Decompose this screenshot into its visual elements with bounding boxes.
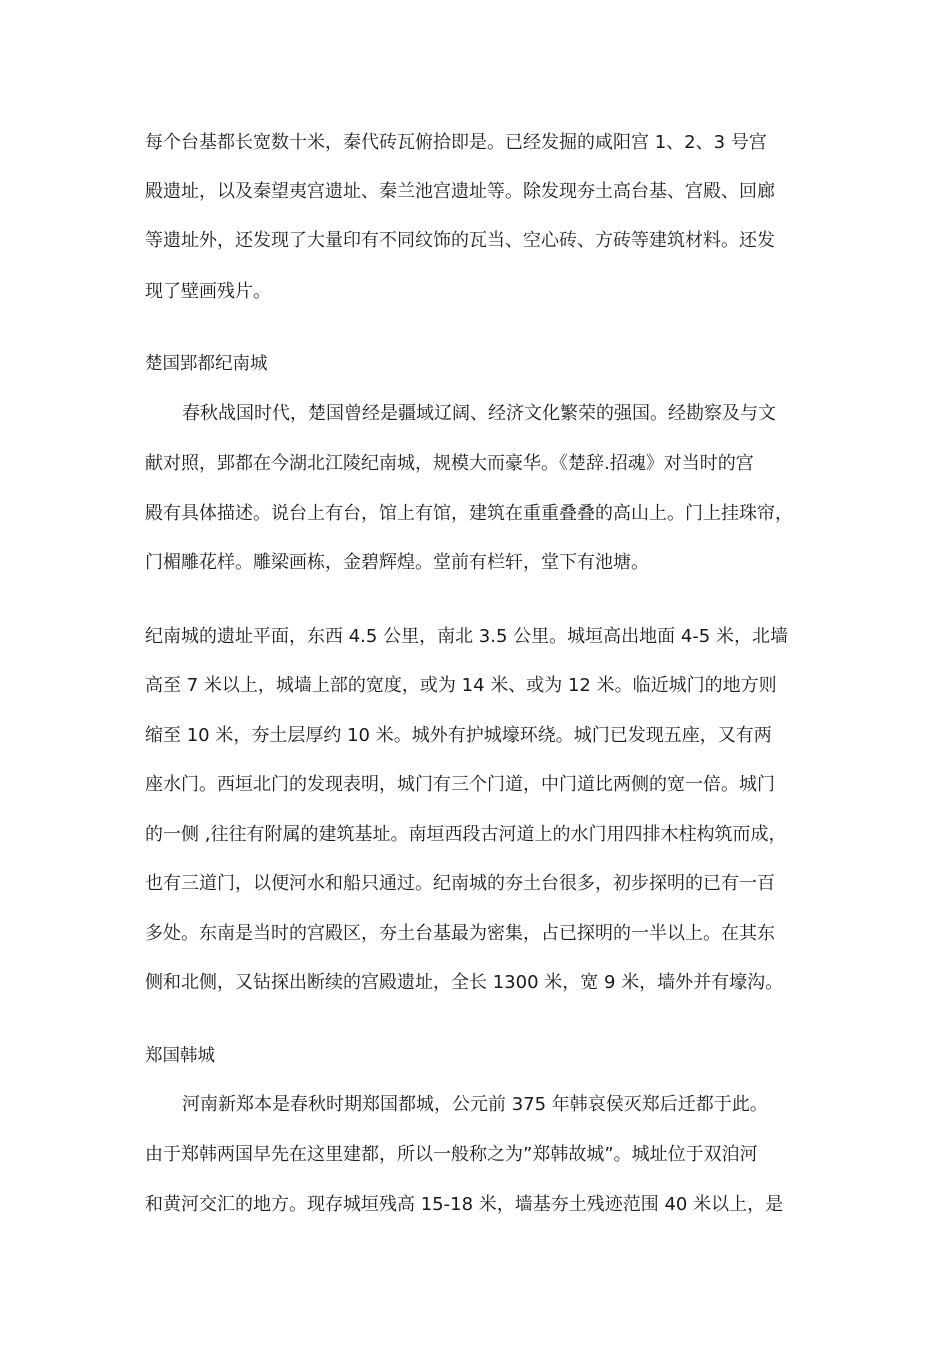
text-line: 由于郑韩两国早先在这里建都，所以一般称之为”郑韩故城”。城址位于双洎河 bbox=[145, 1144, 758, 1165]
section-heading-chu: 楚国郢都纪南城 bbox=[145, 354, 268, 374]
text-line: 缩至 10 米，夯土层厚约 10 米。城外有护城壕环绕。城门已发现五座，又有两 bbox=[145, 725, 772, 746]
text-line: 高至 7 米以上，城墙上部的宽度，或为 14 米、或为 12 米。临近城门的地方则 bbox=[145, 675, 777, 696]
text-line: 殿有具体描述。说台上有台，馆上有馆，建筑在重重叠叠的高山上。门上挂珠帘， bbox=[145, 503, 793, 524]
text-line: 纪南城的遗址平面，东西 4.5 公里，南北 3.5 公里。城垣高出地面 4-5 米，北墙 bbox=[145, 626, 788, 647]
text-line: 的一侧 ,往往有附属的建筑基址。南垣西段古河道上的水门用四排木柱构筑而成， bbox=[145, 824, 787, 845]
text-line: 每个台基都长宽数十米，秦代砖瓦俯拾即是。已经发掘的咸阳宫 1、2、3 号宫 bbox=[145, 132, 767, 153]
text-line: 门楣雕花样。雕梁画栋，金碧辉煌。堂前有栏轩，堂下有池塘。 bbox=[145, 552, 649, 573]
text-line: 多处。东南是当时的宫殿区，夯土台基最为密集，占已探明的一半以上。在其东 bbox=[145, 923, 775, 944]
section-heading-zheng: 郑国韩城 bbox=[145, 1046, 215, 1066]
text-line: 春秋战国时代，楚国曾经是疆域辽阔、经济文化繁荣的强国。经勘察及与文 bbox=[182, 403, 776, 424]
text-line: 现了壁画残片。 bbox=[145, 281, 271, 302]
text-line: 和黄河交汇的地方。现存城垣残高 15-18 米，墙基夯土残迹范围 40 米以上，是 bbox=[145, 1194, 784, 1215]
text-line: 座水门。西垣北门的发现表明，城门有三个门道，中门道比两侧的宽一倍。城门 bbox=[145, 774, 775, 795]
text-line: 献对照，郢都在今湖北江陵纪南城，规模大而豪华。《楚辞.招魂》对当时的宫 bbox=[145, 453, 754, 474]
text-line: 侧和北侧，又钻探出断续的宫殿遗址，全长 1300 米，宽 9 米，墙外并有壕沟。 bbox=[145, 972, 784, 993]
text-line: 河南新郑本是春秋时期郑国都城，公元前 375 年韩哀侯灭郑后迁都于此。 bbox=[182, 1094, 768, 1115]
text-line: 殿遗址，以及秦望夷宫遗址、秦兰池宫遗址等。除发现夯土高台基、宫殿、回廊 bbox=[145, 181, 775, 202]
text-line: 等遗址外，还发现了大量印有不同纹饰的瓦当、空心砖、方砖等建筑材料。还发 bbox=[145, 230, 775, 251]
text-line: 也有三道门，以便河水和船只通过。纪南城的夯土台很多，初步探明的已有一百 bbox=[145, 873, 775, 894]
